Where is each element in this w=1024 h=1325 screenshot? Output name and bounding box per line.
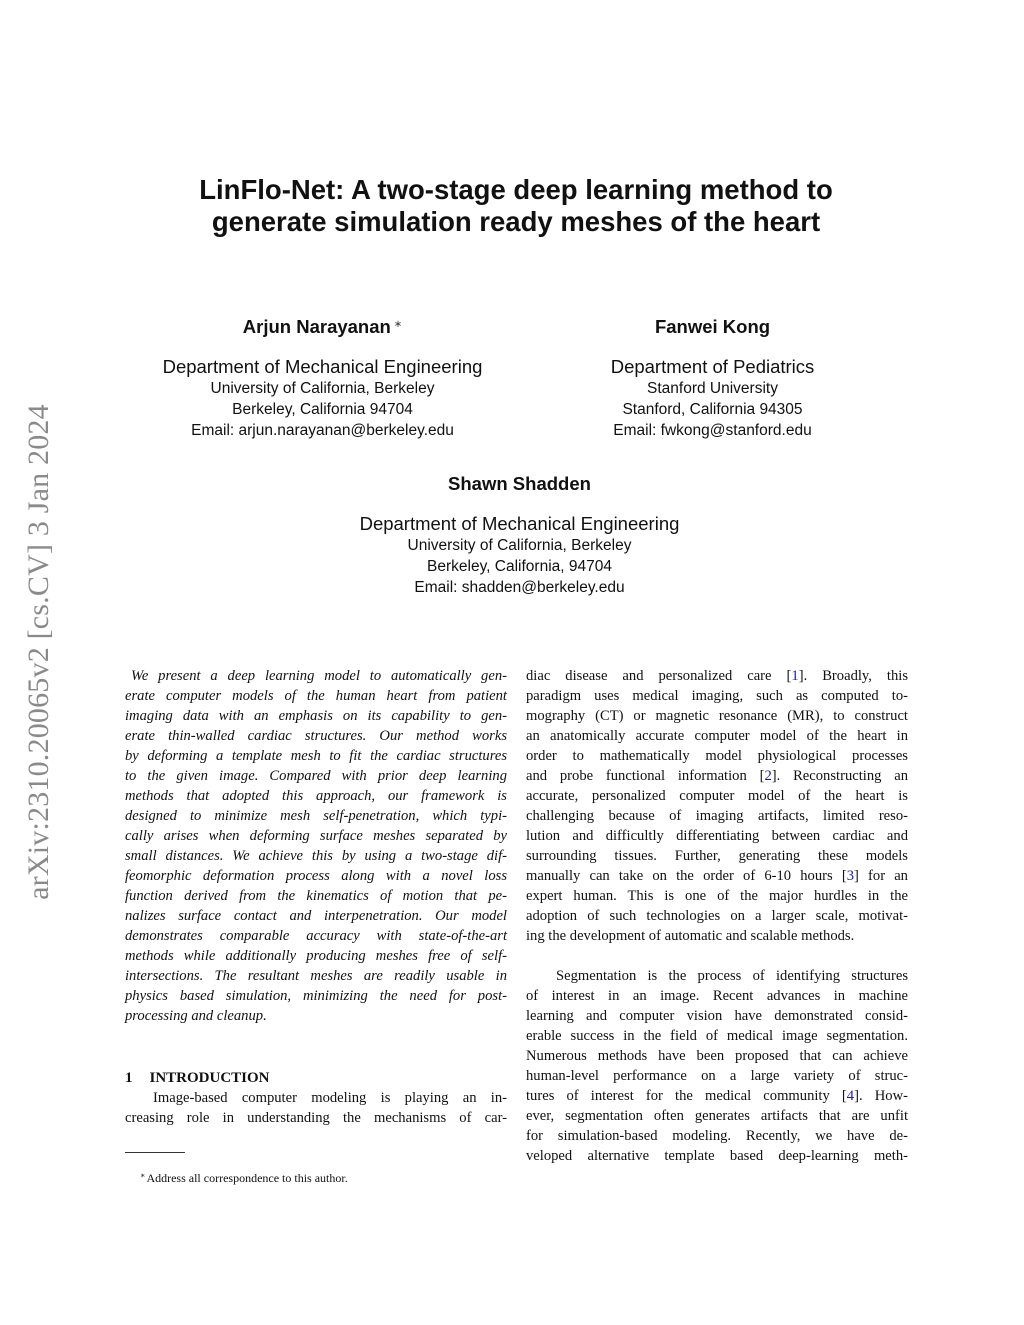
- citation-link[interactable]: 2: [764, 768, 772, 784]
- author-block: [312, 473, 727, 598]
- body-line: mography (CT) or magnetic resonance (MR), to construct: [526, 708, 908, 724]
- body-line: erable success in the field of medical image segmentation.: [526, 1028, 908, 1044]
- footnote-divider: [125, 1152, 185, 1153]
- body-line: adoption of such technologies on a larger scale, motivat-: [526, 908, 908, 924]
- author-location: Stanford, California 94305: [622, 401, 803, 418]
- body-line: diac disease and personalized care [1]. Broadly, this: [526, 668, 908, 684]
- body-line: order to mathematically model physiological processes: [526, 748, 908, 764]
- author-institution: University of California, Berkeley: [407, 537, 632, 554]
- arxiv-identifier-stamp: [8, 372, 70, 932]
- abstract-line: function derived from the kinematics of motion that pe-: [125, 888, 507, 904]
- abstract-line: physics based simulation, minimizing the need for post-: [125, 988, 507, 1004]
- footnote-mark: ∗: [140, 1171, 146, 1180]
- section-number: 1: [125, 1070, 133, 1086]
- abstract-line: intersections. The resultant meshes are readily usable in: [125, 968, 507, 984]
- body-line: an anatomically accurate computer model of the heart in: [526, 728, 908, 744]
- body-line: Segmentation is the process of identifying structures: [556, 968, 908, 984]
- author-location: Berkeley, California, 94704: [427, 558, 612, 575]
- abstract: [125, 666, 507, 1026]
- abstract-line: demonstrates comparable accuracy with state-of-the-art: [125, 928, 507, 944]
- author-email: Email: arjun.narayanan@berkeley.edu: [191, 422, 454, 439]
- citation-link[interactable]: 3: [846, 868, 854, 884]
- author-name: Arjun Narayanan ∗: [242, 316, 403, 337]
- body-line: creasing role in understanding the mechanisms of car-: [125, 1110, 507, 1126]
- body-line: expert human. This is one of the major hurdles in the: [526, 888, 908, 904]
- author-footnote-mark: ∗: [393, 319, 403, 330]
- body-line: paradigm uses medical imaging, such as computed to-: [526, 688, 908, 704]
- body-line: human-level performance on a large variety of struc-: [526, 1068, 908, 1084]
- section-heading: [125, 1068, 507, 1088]
- body-line: surrounding tissues. Further, generating these models: [526, 848, 908, 864]
- left-column: [125, 666, 507, 1128]
- body-line: tures of interest for the medical community [4]. How-: [526, 1088, 908, 1104]
- body-line: veloped alternative template based deep-learning meth-: [526, 1148, 908, 1164]
- author-email: Email: shadden@berkeley.edu: [414, 579, 625, 596]
- author-block: [560, 316, 865, 441]
- citation-link[interactable]: 4: [846, 1088, 855, 1104]
- body-line: for simulation-based modeling. Recently, we have de-: [526, 1128, 908, 1144]
- abstract-line: feomorphic deformation process along with a novel loss: [125, 868, 507, 884]
- abstract-line: by deforming a template mesh to fit the cardiac structures: [125, 748, 507, 764]
- abstract-line: cally arises when deforming surface meshes separated by: [125, 828, 507, 844]
- author-institution: Stanford University: [647, 380, 778, 397]
- paragraph: [526, 966, 908, 1166]
- right-column: [526, 666, 908, 1166]
- section-title: INTRODUCTION: [149, 1070, 270, 1086]
- author-block: [140, 316, 505, 441]
- author-institution: University of California, Berkeley: [210, 380, 435, 397]
- body-line: manually can take on the order of 6-10 hours [3] for an: [526, 868, 908, 884]
- paper-title: LinFlo-Net: A two-stage deep learning method to generate simulation ready meshes of the heart: [199, 174, 833, 237]
- author-email: Email: fwkong@stanford.edu: [613, 422, 812, 439]
- abstract-line: methods that adopted this approach, our framework is: [125, 788, 507, 804]
- author-department: Department of Mechanical Engineering: [359, 513, 680, 534]
- body-line: lution and difficultly differentiating between cardiac and: [526, 828, 908, 844]
- footnote: [140, 1168, 348, 1186]
- abstract-line: small distances. We achieve this by using a two-stage dif-: [125, 848, 507, 864]
- abstract-line: methods while additionally producing meshes free of self-: [125, 948, 507, 964]
- author-name: Shawn Shadden: [448, 473, 591, 494]
- abstract-line: processing and cleanup.: [125, 1008, 267, 1024]
- arxiv-identifier-text: arXiv:2310.20065v2 [cs.CV] 3 Jan 2024: [22, 404, 55, 900]
- author-name: Fanwei Kong: [654, 316, 771, 337]
- abstract-line: to the given image. Compared with prior deep learning: [125, 768, 507, 784]
- body-line: Image-based computer modeling is playing an in-: [153, 1090, 507, 1106]
- author-department: Department of Mechanical Engineering: [162, 356, 483, 377]
- body-line: ing the development of automatic and scalable methods.: [526, 928, 855, 944]
- abstract-line: erate computer models of the human heart from patient: [125, 688, 507, 704]
- body-line: accurate, personalized computer model of the heart is: [526, 788, 908, 804]
- abstract-line: designed to minimize mesh self-penetration, which typi-: [125, 808, 507, 824]
- abstract-line: erate thin-walled cardiac structures. Our method works: [125, 728, 507, 744]
- abstract-line: We present a deep learning model to automatically gen-: [131, 668, 507, 684]
- author-location: Berkeley, California 94704: [232, 401, 413, 418]
- citation-link[interactable]: 1: [791, 668, 799, 684]
- body-line: and probe functional information [2]. Reconstructing an: [526, 768, 909, 784]
- author-department: Department of Pediatrics: [610, 356, 815, 377]
- body-line: Numerous methods have been proposed that can achieve: [526, 1048, 908, 1064]
- body-line: challenging because of imaging artifacts, limited reso-: [526, 808, 908, 824]
- abstract-line: nalizes surface contact and interpenetration. Our model: [125, 908, 507, 924]
- body-line: ever, segmentation often generates artifacts that are unfit: [526, 1108, 908, 1124]
- footnote-text: Address all correspondence to this author.: [146, 1171, 348, 1185]
- body-line: learning and computer vision have demonstrated consid-: [526, 1008, 908, 1024]
- body-line: of interest in an image. Recent advances in machine: [526, 988, 908, 1004]
- abstract-line: imaging data with an emphasis on its capability to gen-: [125, 708, 507, 724]
- paragraph: [526, 666, 908, 946]
